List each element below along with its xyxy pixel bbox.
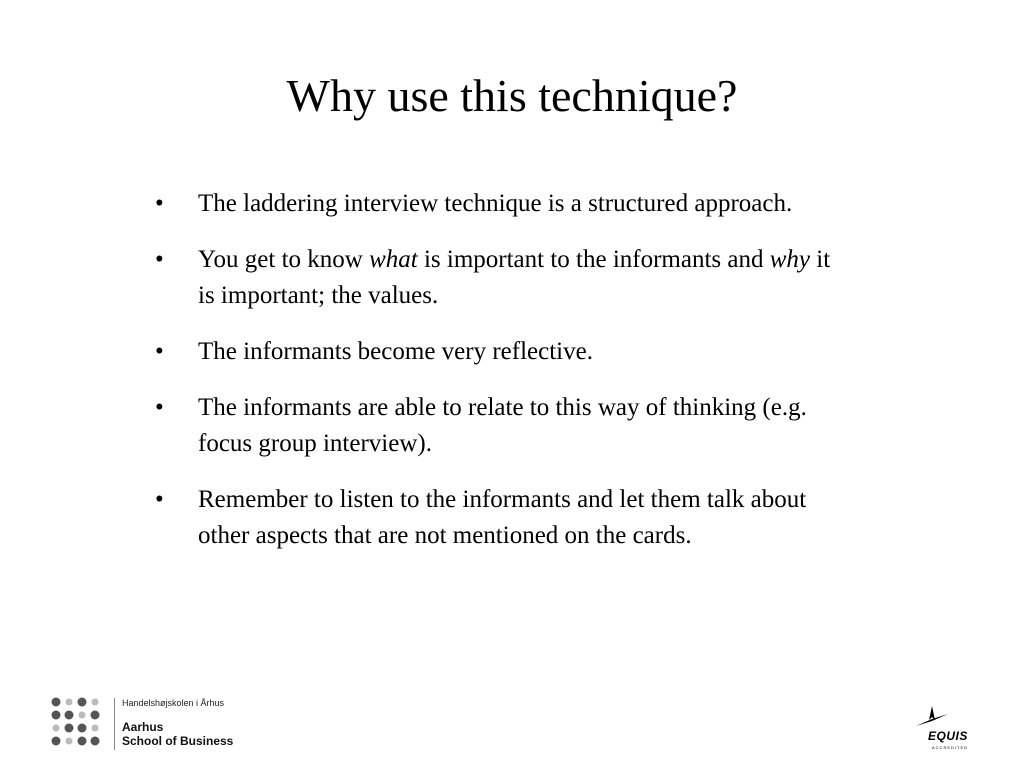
- logo-dot: [52, 698, 61, 707]
- bullet-item: [155, 334, 835, 370]
- logo-dot: [91, 711, 100, 720]
- bullet-text: it is important; the values.: [198, 246, 831, 309]
- equis-subtext: ACCREDITED: [932, 745, 969, 750]
- logo-dot: [79, 712, 86, 719]
- logo-dot: [53, 725, 60, 732]
- bullet-item: [155, 482, 835, 554]
- bullet-text: Remember to listen to the informants and let them talk about other aspects that are not mentioned on the cards.: [198, 486, 807, 549]
- school-logo: [50, 696, 310, 756]
- slide-title: Why use this technique?: [286, 70, 738, 121]
- logo-dot: [78, 698, 87, 707]
- bullet-text: You get to know: [198, 246, 370, 273]
- bullet-item: [155, 390, 835, 462]
- logo-dot: [78, 737, 87, 746]
- logo-dot: [78, 724, 87, 733]
- bullet-text: is important to the informants and: [417, 246, 770, 273]
- logo-dot: [66, 738, 73, 745]
- logo-dot: [52, 737, 61, 746]
- logo-dot: [92, 699, 99, 706]
- logo-dot: [92, 725, 99, 732]
- equis-word: EQUIS: [928, 729, 968, 743]
- bullet-text: The laddering interview technique is a structured approach.: [198, 190, 793, 217]
- bullet-item: [155, 186, 835, 222]
- logo-dot: [65, 711, 74, 720]
- equis-star-icon: [912, 704, 952, 732]
- bullet-text: The informants are able to relate to this way of thinking (e.g. focus group interview).: [198, 394, 807, 457]
- equis-logo: [912, 704, 978, 752]
- school-danish-name: Handelshøjskolen i Århus: [122, 698, 225, 708]
- bullet-text: The informants become very reflective.: [198, 338, 593, 365]
- bullet-emphasis: why: [769, 246, 811, 273]
- logo-divider: [114, 698, 115, 750]
- dot-grid-logo-icon: [50, 696, 106, 752]
- logo-dot: [52, 711, 61, 720]
- bullet-marker: •: [155, 338, 164, 365]
- bullet-marker: •: [155, 394, 164, 421]
- school-name-line1: Aarhus: [122, 720, 164, 734]
- bullet-item: [155, 242, 835, 314]
- logo-dot: [66, 699, 73, 706]
- bullet-list: [155, 186, 835, 574]
- bullet-marker: •: [155, 190, 164, 217]
- school-name-line2: School of Business: [122, 734, 234, 748]
- logo-dot: [91, 737, 100, 746]
- bullet-marker: •: [155, 246, 164, 273]
- bullet-emphasis: what: [369, 246, 418, 273]
- logo-dot: [65, 724, 74, 733]
- bullet-marker: •: [155, 486, 164, 513]
